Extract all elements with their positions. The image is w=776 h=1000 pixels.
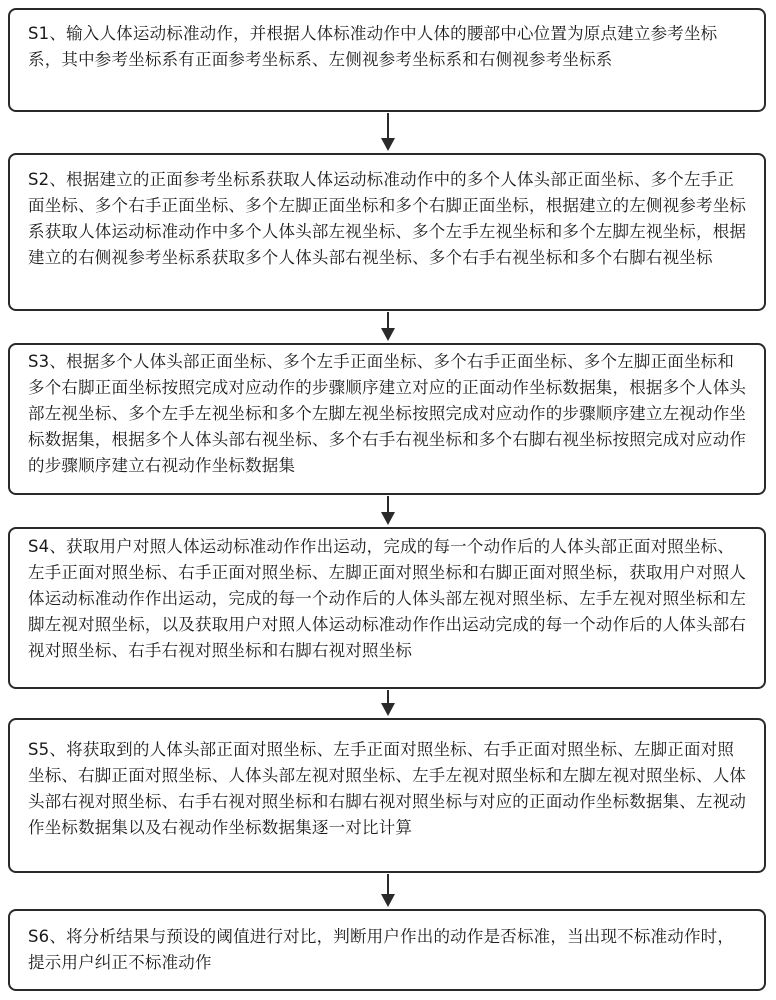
step-s5-box bbox=[8, 718, 766, 873]
arrow-s3-to-s4 bbox=[387, 496, 389, 523]
arrow-s5-to-s6 bbox=[387, 874, 389, 905]
arrow-s4-to-s5 bbox=[387, 690, 389, 714]
arrow-s2-to-s3 bbox=[387, 312, 389, 339]
arrow-s1-to-s2 bbox=[387, 113, 389, 149]
step-s2-text: S2、根据建立的正面参考坐标系获取人体运动标准动作中的多个人体头部正面坐标、多个左手正面坐标、多个右手正面坐标、多个左脚正面坐标和多个右脚正面坐标，根据建立的左侧视参考坐标系获取人体运动标准动作中多个人体头部左视坐标、多个左手左视坐标和多个左脚左视坐标，根据建立的右侧视参考坐标系获取多个人体头部右视坐标、多个右手右视坐标和多个右脚右视坐标 bbox=[28, 170, 747, 267]
step-s4-box bbox=[8, 527, 766, 689]
step-s5-text: S5、将获取到的人体头部正面对照坐标、左手正面对照坐标、右手正面对照坐标、左脚正面对照坐标、右脚正面对照坐标、人体头部左视对照坐标、左手左视对照坐标和左脚左视对照坐标、人体头部右视对照坐标、右手右视对照坐标和右脚右视对照坐标与对应的正面动作坐标数据集、左视动作坐标数据集以及右视动作坐标数据集逐一对比计算 bbox=[28, 740, 747, 837]
step-s6-box bbox=[8, 909, 766, 991]
step-s1-text: S1、输入人体运动标准动作，并根据人体标准动作中人体的腰部中心位置为原点建立参考坐标系，其中参考坐标系有正面参考坐标系、左侧视参考坐标系和右侧视参考坐标系 bbox=[28, 24, 718, 69]
step-s6-text: S6、将分析结果与预设的阈值进行对比，判断用户作出的动作是否标准，当出现不标准动作时，提示用户纠正不标准动作 bbox=[28, 927, 735, 972]
step-s1-box bbox=[8, 8, 766, 112]
step-s2-box bbox=[8, 153, 766, 311]
step-s3-text: S3、根据多个人体头部正面坐标、多个左手正面坐标、多个右手正面坐标、多个左脚正面坐标和多个右脚正面坐标按照完成对应动作的步骤顺序建立对应的正面动作坐标数据集，根据多个人体头部左视坐标、多个左手左视坐标和多个左脚左视坐标按照完成对应动作的步骤顺序建立左视动作坐标数据集，根据多个人体头部右视坐标、多个右手右视坐标和多个右脚右视坐标按照完成对应动作的步骤顺序建立右视动作坐标数据集 bbox=[28, 352, 747, 475]
step-s3-box bbox=[8, 343, 766, 495]
step-s4-text: S4、获取用户对照人体运动标准动作作出运动，完成的每一个动作后的人体头部正面对照坐标、左手正面对照坐标、右手正面对照坐标、左脚正面对照坐标和右脚正面对照坐标，获取用户对照人体运动标准动作作出运动，完成的每一个动作后的人体头部左视对照坐标、左手左视对照坐标和左脚左视对照坐标，以及获取用户对照人体运动标准动作作出运动完成的每一个动作后的人体头部右视对照坐标、右手右视对照坐标和右脚右视对照坐标 bbox=[28, 537, 747, 660]
